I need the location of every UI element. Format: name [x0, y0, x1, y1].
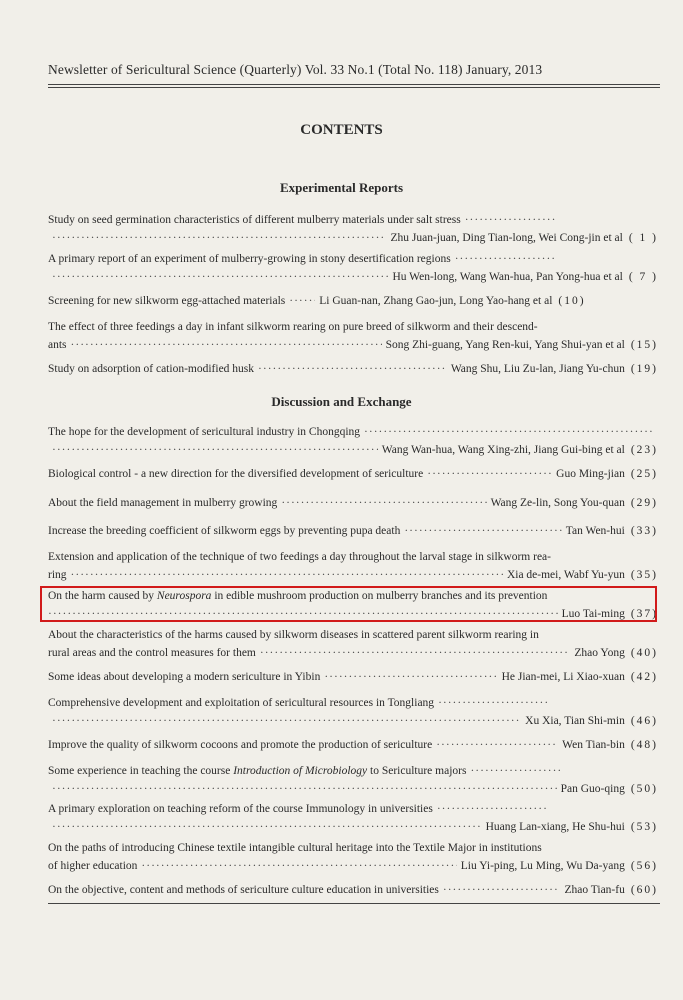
entry-page: (10) — [558, 295, 586, 307]
toc-entry — [48, 548, 658, 584]
toc-entry — [48, 762, 658, 798]
entry-page: (29) — [630, 497, 658, 509]
entry-page: (19) — [630, 363, 658, 375]
entry-title: Some experience in teaching the course Introduction of Microbiology to Sericulture majors — [48, 765, 467, 777]
page-title: CONTENTS — [300, 122, 383, 138]
section-heading-experimental: Experimental Reports — [279, 180, 404, 195]
toc-entry — [48, 211, 658, 247]
journal-header: Newsletter of Sericultural Science (Quarterly) Vol. 33 No.1 (Total No. 118) January, 2013 — [48, 62, 543, 77]
entry-authors: Hu Wen-long, Wang Wan-hua, Pan Yong-hua et al — [392, 271, 623, 283]
entry-authors: Pan Guo-qing — [560, 783, 625, 795]
entry-title: About the field management in mulberry growing — [48, 497, 278, 509]
entry-authors: Guo Ming-jian — [556, 468, 625, 480]
entry-page: (23) — [630, 444, 658, 456]
header-rule — [48, 87, 660, 88]
entry-title: The hope for the development of sericultural industry in Chongqing — [48, 426, 361, 438]
entry-title: Some ideas about developing a modern sericulture in Yibin — [48, 671, 321, 683]
entry-authors: Wang Wan-hua, Wang Xing-zhi, Jiang Gui-bing et al — [381, 444, 625, 456]
toc-entry — [48, 694, 658, 730]
toc-entry — [48, 668, 658, 686]
entry-title: On the harm caused by Neurospora in edible mushroom production on mulberry branches and its prevention — [48, 590, 548, 602]
toc-entry — [48, 626, 658, 662]
entry-title: About the characteristics of the harms caused by silkworm diseases in scattered parent silkworm rearing in — [48, 629, 539, 641]
entry-authors: Zhu Juan-juan, Ding Tian-long, Wei Cong-jin et al — [390, 232, 623, 244]
entry-page: (60) — [630, 884, 658, 896]
highlight-box — [40, 586, 657, 622]
entry-title: Study on seed germination characteristics of different mulberry materials under salt stress — [48, 214, 461, 226]
toc-entry — [48, 736, 658, 754]
entry-authors: Luo Tai-ming — [561, 608, 625, 620]
toc-entry — [48, 881, 658, 899]
entry-title: Screening for new silkworm egg-attached materials — [48, 295, 286, 307]
header-rule — [48, 84, 660, 85]
entry-title: Increase the breeding coefficient of silkworm eggs by preventing pupa death — [48, 525, 401, 537]
entry-page: (48) — [630, 739, 658, 751]
entry-authors: Xu Xia, Tian Shi-min — [525, 715, 625, 727]
entry-page: ( 7 ) — [628, 271, 658, 283]
entry-page: (46) — [630, 715, 658, 727]
entry-authors: Li Guan-nan, Zhang Gao-jun, Long Yao-hang et al — [319, 295, 553, 307]
entry-title: The effect of three feedings a day in infant silkworm rearing on pure breed of silkworm and their descend- — [48, 321, 538, 333]
toc-entry — [48, 423, 658, 459]
entry-title-cont: rural areas and the control measures for them — [48, 647, 256, 659]
entry-title: On the paths of introducing Chinese textile intangible cultural heritage into the Textile Major in institutions — [48, 842, 542, 854]
entry-authors: Song Zhi-guang, Yang Ren-kui, Yang Shui-yan et al — [385, 339, 625, 351]
entry-page: (25) — [630, 468, 658, 480]
entry-title: On the objective, content and methods of sericulture culture education in universities — [48, 884, 439, 896]
entry-authors: He Jian-mei, Li Xiao-xuan — [501, 671, 625, 683]
entry-title-italic: Introduction of Microbiology — [233, 765, 368, 777]
toc-entry — [48, 292, 658, 310]
entry-authors: Wang Shu, Liu Zu-lan, Jiang Yu-chun — [450, 363, 625, 375]
entry-authors: Zhao Tian-fu — [564, 884, 625, 896]
toc-entry — [48, 360, 658, 378]
entry-title: Study on adsorption of cation-modified husk — [48, 363, 255, 375]
entry-page: (56) — [630, 860, 658, 872]
entry-title: A primary exploration on teaching reform of the course Immunology in universities — [48, 803, 433, 815]
entry-title-cont: ants — [48, 339, 67, 351]
toc-entry — [48, 800, 658, 836]
entry-title: A primary report of an experiment of mulberry-growing in stony desertification regions — [48, 253, 451, 265]
entry-title-italic: Neurospora — [156, 590, 212, 602]
entry-page: ( 1 ) — [628, 232, 658, 244]
bottom-rule — [48, 903, 660, 904]
entry-page: (40) — [630, 647, 658, 659]
entry-authors: Zhao Yong — [574, 647, 625, 659]
entry-title-cont: ring — [48, 569, 67, 581]
entry-title: Comprehensive development and exploitation of sericultural resources in Tongliang — [48, 697, 435, 709]
entry-page: (37) — [630, 608, 658, 620]
entry-page: (53) — [630, 821, 658, 833]
entry-page: (42) — [630, 671, 658, 683]
toc-entry — [48, 250, 658, 286]
entry-page: (50) — [630, 783, 658, 795]
entry-page: (15) — [630, 339, 658, 351]
entry-authors: Xia de-mei, Wabf Yu-yun — [506, 569, 625, 581]
entry-authors: Liu Yi-ping, Lu Ming, Wu Da-yang — [460, 860, 625, 872]
entry-page: (33) — [630, 525, 658, 537]
entry-title: Biological control - a new direction for the diversified development of sericulture — [48, 468, 424, 480]
toc-entry — [48, 494, 658, 512]
entry-title-cont: of higher education — [48, 860, 138, 872]
entry-authors: Wang Ze-lin, Song You-quan — [490, 497, 625, 509]
entry-authors: Wen Tian-bin — [562, 739, 625, 751]
toc-entry — [48, 839, 658, 875]
toc-entry — [48, 465, 658, 483]
toc-entry — [48, 318, 658, 354]
section-heading-discussion: Discussion and Exchange — [271, 394, 412, 409]
entry-page: (35) — [630, 569, 658, 581]
entry-authors: Huang Lan-xiang, He Shu-hui — [485, 821, 625, 833]
entry-title: Extension and application of the technique of two feedings a day throughout the larval stage in silkworm rea- — [48, 551, 551, 563]
entry-title: Improve the quality of silkworm cocoons and promote the production of sericulture — [48, 739, 433, 751]
entry-authors: Tan Wen-hui — [565, 525, 625, 537]
toc-entry — [48, 522, 658, 540]
